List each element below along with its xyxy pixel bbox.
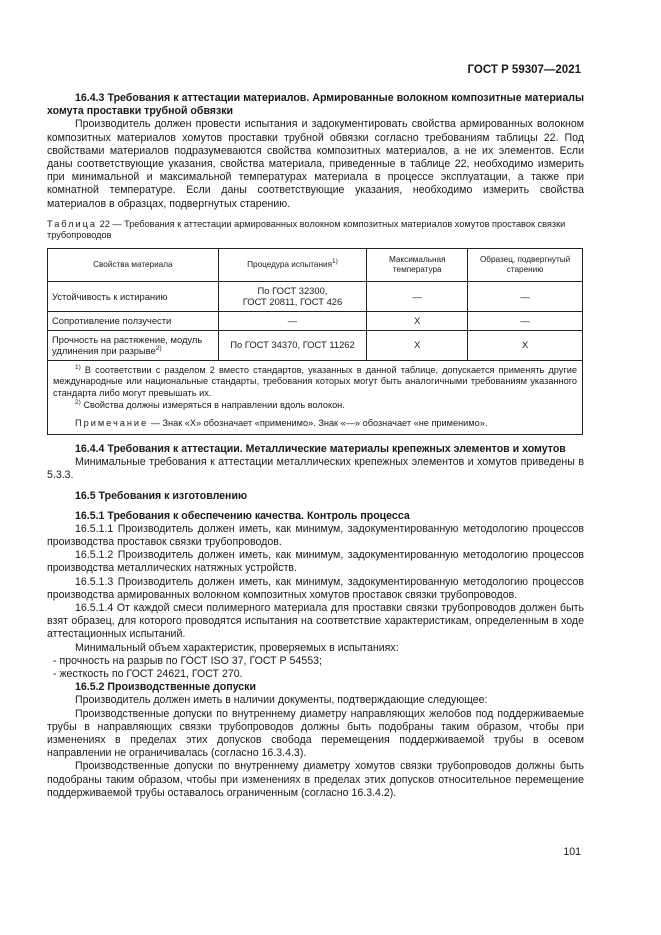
table-footnotes bbox=[48, 360, 583, 434]
list-item: - жесткость по ГОСТ 24621, ГОСТ 270. bbox=[53, 668, 243, 681]
section-16-5-title: 16.5 Требования к изготовлению bbox=[75, 490, 248, 503]
table-caption bbox=[47, 219, 584, 242]
cell-max-temp: — bbox=[367, 281, 468, 311]
table-note-text: — Знак «X» обозначает «применимо». Знак «—» обозначает «не применимо». bbox=[148, 418, 488, 429]
footnote-1-mark: 1) bbox=[75, 363, 81, 371]
section-16-5-1-title: 16.5.1 Требования к обеспечению качества. Контроль процесса bbox=[75, 509, 410, 522]
section-16-4-3-text: Производитель должен провести испытания и задокументировать свойства армированных волокном композитных материалов хомутов проставки трубной обвязки согласно требованиям таблицы 22. Под свойствами материалов подразумеваются свойства композитных материалов, а не их элементов. Если даны соответствующие указания, свойства материала, приведенные в таблице 22, необходимо измерить при минимальной и максимальной температурах материала в процессе эксплуатации, а также при комнатной температуре. Если даны соответствующие указания, необходимо измерить свойства материалов в образцах, подвергнутых старению. bbox=[47, 118, 584, 210]
table-header-row bbox=[48, 248, 583, 281]
cell-max-temp: X bbox=[367, 330, 468, 360]
cell-property-label: Прочность на растяжение, модуль удлинения при разрыве bbox=[52, 333, 203, 357]
page-content bbox=[47, 92, 584, 800]
cell-property bbox=[48, 330, 219, 360]
table-footnotes-row bbox=[48, 360, 583, 434]
footnote-2-text: Свойства должны измеряться в направлении вдоль волокон. bbox=[80, 399, 345, 410]
paragraph-16-5-1-1: 16.5.1.1 Производитель должен иметь, как минимум, задокументированную методологию процессов производства проставок связки трубопроводов. bbox=[47, 522, 584, 548]
table-row bbox=[48, 281, 583, 311]
paragraph-guide-tolerances: Производственные допуски по внутреннему диаметру направляющих желобов под поддерживаемые трубы в направляющих связки трубопроводов должны быть подобраны таким образом, чтобы при изменениях в пределах этих допусков свобода перемещения поддерживаемой трубы в осевом направлении не ограничивалась (согласно 16.3.4.3). bbox=[47, 707, 584, 760]
list-item: - прочность на разрыв по ГОСТ ISO 37, ГОСТ Р 54553; bbox=[53, 654, 322, 667]
footnote-ref-1: 1) bbox=[332, 257, 338, 265]
cell-aged: — bbox=[468, 312, 583, 331]
section-16-4-3-title: 16.4.3 Требования к аттестации материалов. Армированные волокном композитные материалы хомута проставки трубной обвязки bbox=[47, 92, 584, 118]
cell-procedure-line1: По ГОСТ 32300, bbox=[257, 284, 328, 296]
document-id: ГОСТ Р 59307—2021 bbox=[467, 64, 581, 76]
cell-procedure: По ГОСТ 34370, ГОСТ 11262 bbox=[218, 330, 367, 360]
paragraph-16-5-1-3: 16.5.1.3 Производитель должен иметь, как минимум, задокументированную методологию процессов производства армированных волокном композитных хомутов проставок связки трубопроводов. bbox=[47, 575, 584, 601]
table-note bbox=[53, 418, 577, 430]
section-16-4-4-title: 16.4.4 Требования к аттестации. Металлические материалы крепежных элементов и хомутов bbox=[75, 442, 566, 455]
paragraph-16-5-1-2: 16.5.1.2 Производитель должен иметь, как минимум, задокументированную методологию процессов производства металлических натяжных устройств. bbox=[47, 549, 584, 575]
paragraph-documents: Производитель должен иметь в наличии документы, подтверждающие следующее: bbox=[75, 694, 488, 707]
column-header-aged: Образец, подвергнутый старению bbox=[468, 248, 583, 281]
cell-property: Устойчивость к истиранию bbox=[48, 281, 219, 311]
column-header-property: Свойства материала bbox=[48, 248, 219, 281]
column-header-max-temp: Максимальная температура bbox=[367, 248, 468, 281]
table-caption-lead: Таблица bbox=[47, 218, 98, 229]
page-number: 101 bbox=[563, 846, 581, 858]
cell-procedure: — bbox=[218, 312, 367, 331]
characteristics-intro: Минимальный объем характеристик, проверяемых в испытаниях: bbox=[75, 641, 399, 654]
cell-property: Сопротивление ползучести bbox=[48, 312, 219, 331]
paragraph-16-5-1-4: 16.5.1.4 От каждой смеси полимерного материала для проставки связки трубопроводов должен быть взят образец, для которого проводятся испытания на соответствие характеристикам, определенным в ходе аттестационных испытаний. bbox=[47, 602, 584, 641]
footnote-2 bbox=[53, 400, 577, 412]
footnote-1-text: В соответствии с разделом 2 вместо стандартов, указанных в данной таблице, допускается применять другие международные или национальные стандарты, требования которых могут быть аналогичными требованиям указанного стандарта либо могут превышать их. bbox=[53, 364, 577, 398]
cell-aged: X bbox=[468, 330, 583, 360]
cell-procedure-line2: ГОСТ 20811, ГОСТ 426 bbox=[242, 296, 343, 308]
cell-aged: — bbox=[468, 281, 583, 311]
cell-max-temp: X bbox=[367, 312, 468, 331]
cell-procedure bbox=[218, 281, 367, 311]
section-16-5-2-title: 16.5.2 Производственные допуски bbox=[75, 681, 256, 694]
column-header-procedure-label: Процедура испытания bbox=[247, 259, 333, 269]
table-note-lead: Примечание bbox=[75, 418, 149, 429]
column-header-procedure bbox=[218, 248, 367, 281]
section-16-4-4-text: Минимальные требования к аттестации металлических крепежных элементов и хомутов приведены в 5.3.3. bbox=[47, 455, 584, 482]
table-row bbox=[48, 330, 583, 360]
footnote-1 bbox=[53, 365, 577, 400]
table-caption-text: 22 — Требования к аттестации армированных волокном композитных материалов хомутов проставок связки трубопроводов bbox=[47, 218, 566, 241]
paragraph-clamp-tolerances: Производственные допуски по внутреннему диаметру хомутов связки трубопроводов должны быть подобраны таким образом, чтобы при изменениях в пределах этих допусков относительное перемещение поддерживаемой трубы оставалось ограниченным (согласно 16.3.4.2). bbox=[47, 760, 584, 799]
footnote-ref-2: 2) bbox=[155, 345, 162, 353]
table-row bbox=[48, 312, 583, 331]
footnote-2-mark: 2) bbox=[75, 398, 81, 406]
requirements-table bbox=[47, 248, 583, 435]
